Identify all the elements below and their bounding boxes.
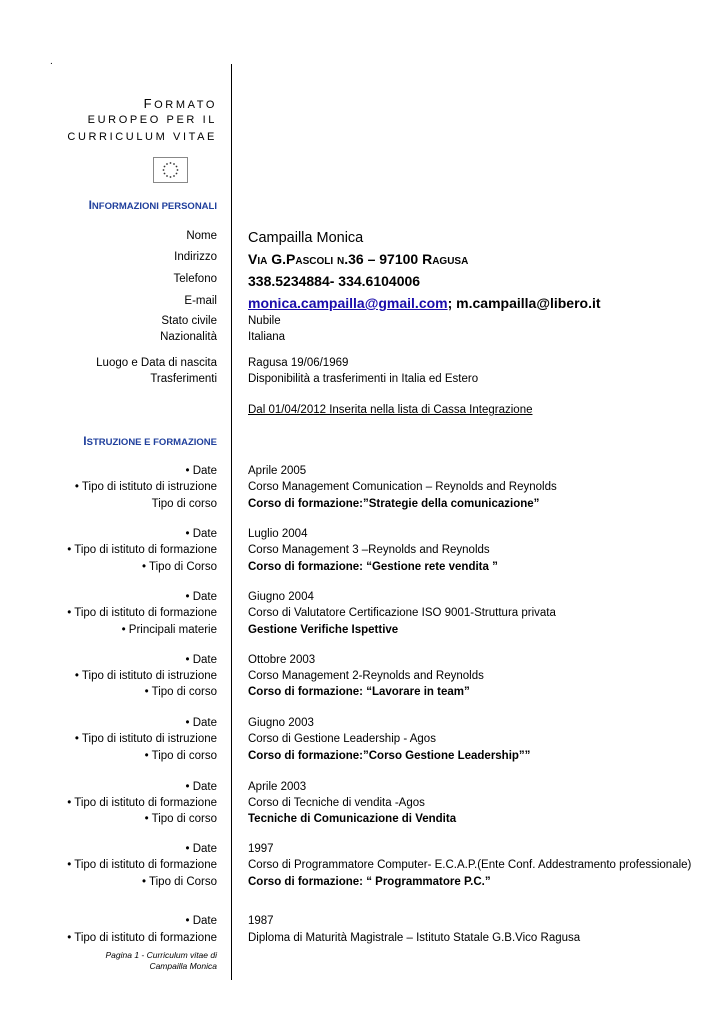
label-indirizzo: Indirizzo [174, 251, 217, 263]
edu-value-istituto: Corso Management 2-Reynolds and Reynolds [248, 670, 484, 682]
label-telefono: Telefono [173, 273, 217, 285]
edu-value-istituto: Corso di Valutatore Certificazione ISO 9001-Struttura privata [248, 607, 556, 619]
label-luogo-data-nascita: Luogo e Data di nascita [96, 357, 217, 369]
edu-label-date: • Date [185, 465, 217, 477]
value-stato-civile: Nubile [248, 315, 281, 327]
edu-value-corso: Tecniche di Comunicazione di Vendita [248, 813, 457, 825]
edu-label-corso: • Tipo di Corso [142, 876, 217, 888]
edu-value-date: 1987 [248, 915, 274, 927]
edu-value-date: Giugno 2004 [248, 591, 314, 603]
edu-value-date: 1997 [248, 843, 274, 855]
edu-label-corso: Tipo di corso [151, 498, 217, 510]
value-luogo-data-nascita: Ragusa 19/06/1969 [248, 357, 349, 369]
edu-value-corso: Corso di formazione: “Gestione rete vendita ” [248, 561, 498, 573]
header-line-2: EUROPEO PER IL [87, 114, 217, 126]
edu-value-corso: Corso di formazione: “ Programmatore P.C.” [248, 876, 491, 888]
edu-value-corso: Corso di formazione: “Lavorare in team” [248, 686, 470, 698]
edu-label-istituto: • Tipo di istituto di istruzione [74, 670, 217, 682]
edu-label-date: • Date [185, 528, 217, 540]
edu-label-date: • Date [185, 591, 217, 603]
edu-label-istituto: • Tipo di istituto di formazione [67, 797, 217, 809]
edu-label-date: • Date [185, 843, 217, 855]
edu-label-corso: • Tipo di corso [144, 813, 217, 825]
edu-label-date: • Date [185, 781, 217, 793]
edu-label-istituto: • Tipo di istituto di formazione [67, 607, 217, 619]
note-cassa-integrazione: Dal 01/04/2012 Inserita nella lista di Cassa Integrazione [248, 404, 533, 416]
edu-value-date: Luglio 2004 [248, 528, 308, 540]
edu-value-istituto: Corso Management 3 –Reynolds and Reynolds [248, 544, 490, 556]
value-indirizzo: Via G.Pascoli n.36 – 97100 Ragusa [248, 251, 469, 267]
label-nazionalita: Nazionalità [160, 331, 217, 343]
value-email: monica.campailla@gmail.com; m.campailla@libero.it [248, 295, 601, 311]
email-link[interactable]: monica.campailla@gmail.com [248, 295, 448, 311]
edu-label-corso: • Tipo di corso [144, 686, 217, 698]
edu-value-istituto: Corso Management Comunication – Reynolds and Reynolds [248, 481, 557, 493]
edu-value-date: Ottobre 2003 [248, 654, 316, 666]
edu-label-date: • Date [185, 915, 217, 927]
value-telefono: 338.5234884- 334.6104006 [248, 273, 421, 289]
edu-value-date: Aprile 2005 [248, 465, 307, 477]
edu-label-istituto: • Tipo di istituto di formazione [67, 544, 217, 556]
edu-label-materie: • Principali materie [121, 624, 217, 636]
edu-value-materie: Gestione Verifiche Ispettive [248, 624, 399, 636]
edu-value-date: Giugno 2003 [248, 717, 314, 729]
label-trasferimenti: Trasferimenti [150, 373, 217, 385]
edu-label-corso: • Tipo di Corso [142, 561, 217, 573]
edu-label-istituto: • Tipo di istituto di istruzione [74, 733, 217, 745]
label-stato-civile: Stato civile [161, 315, 217, 327]
value-nome: Campailla Monica [248, 230, 364, 246]
edu-value-istituto: Corso di Programmatore Computer- E.C.A.P.(Ente Conf. Addestramento professionale) [248, 859, 692, 871]
edu-value-date: Aprile 2003 [248, 781, 307, 793]
label-email: E-mail [184, 295, 217, 307]
edu-label-istituto: • Tipo di istituto di formazione [67, 859, 217, 871]
value-nazionalita: Italiana [248, 331, 286, 343]
edu-label-corso: • Tipo di corso [144, 750, 217, 762]
section-title-personal: INFORMAZIONI PERSONALI [88, 198, 217, 212]
edu-label-date: • Date [185, 717, 217, 729]
edu-value-corso: Corso di formazione:”Strategie della comunicazione” [248, 498, 540, 510]
edu-label-istituto: • Tipo di istituto di formazione [67, 932, 217, 944]
edu-label-istituto: • Tipo di istituto di istruzione [74, 481, 217, 493]
edu-label-date: • Date [185, 654, 217, 666]
eu-flag-icon [153, 157, 188, 183]
footer-page-line-2: Campailla Monica [149, 961, 217, 971]
label-nome: Nome [186, 230, 217, 242]
header-line-1: FORMATO [143, 96, 217, 111]
edu-value-istituto: Corso di Tecniche di vendita -Agos [248, 797, 425, 809]
header-line-3: CURRICULUM VITAE [67, 131, 217, 143]
footer-page-line-1: Pagina 1 - Curriculum vitae di [105, 950, 217, 960]
column-divider [231, 64, 232, 980]
section-title-education: ISTRUZIONE E FORMAZIONE [83, 434, 217, 448]
edu-value-istituto: Diploma di Maturità Magistrale – Istituto Statale G.B.Vico Ragusa [248, 932, 581, 944]
edu-value-corso: Corso di formazione:”Corso Gestione Leadership”” [248, 750, 531, 762]
stray-dot: . [50, 56, 53, 67]
value-trasferimenti: Disponibilità a trasferimenti in Italia ed Estero [248, 373, 479, 385]
edu-value-istituto: Corso di Gestione Leadership - Agos [248, 733, 436, 745]
